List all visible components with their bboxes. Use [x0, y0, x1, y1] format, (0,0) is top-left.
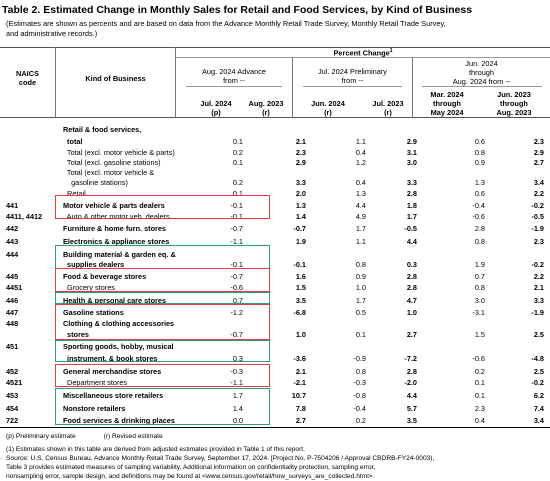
col-header-3-line-2: (r) [324, 108, 332, 117]
naics-code: 442 [6, 224, 19, 233]
value-cell: 2.0 [295, 189, 306, 198]
value-cell: 1.2 [355, 158, 366, 167]
value-cell: -0.1 [230, 260, 243, 269]
value-cell: -0.7 [230, 224, 243, 233]
table-row [0, 415, 550, 427]
value-cell: -2.1 [293, 378, 306, 387]
value-cell: 1.1 [355, 237, 366, 246]
group-jun-line-3: Aug. 2024 from -- [452, 77, 511, 86]
kind-of-business: Building material & garden eq. & [63, 250, 176, 259]
kind-of-business: Grocery stores [63, 283, 115, 292]
value-cell: 6.2 [533, 391, 544, 400]
naics-code: 454 [6, 404, 19, 413]
value-cell: 1.9 [474, 260, 485, 269]
table-header [0, 47, 550, 118]
value-cell: 2.9 [406, 137, 417, 146]
value-cell: -4.8 [531, 354, 544, 363]
legend-line [6, 433, 163, 440]
table-row [0, 341, 550, 353]
value-cell: 2.3 [533, 137, 544, 146]
col-header-5-line-3: May 2024 [430, 108, 464, 117]
value-cell: 2.2 [533, 272, 544, 281]
value-cell: 0.3 [406, 260, 417, 269]
value-cell: 0.1 [232, 189, 243, 198]
col-header-5-line-1: Mar. 2024 [430, 90, 464, 99]
col-header-2-line-1: Aug. 2023 [248, 99, 284, 108]
value-cell: 7.8 [295, 404, 306, 413]
value-cell: -0.7 [230, 330, 243, 339]
value-cell: 0.2 [232, 178, 243, 187]
value-cell: 4.9 [355, 212, 366, 221]
naics-code: 445 [6, 272, 19, 281]
value-cell: 3.3 [295, 178, 306, 187]
value-cell: 3.3 [406, 178, 417, 187]
value-cell: 3.1 [406, 148, 417, 157]
value-cell: 2.3 [533, 237, 544, 246]
table-subtitle-line-2: and administrative records.) [6, 29, 98, 38]
col-header-3-line-1: Jun. 2024 [311, 99, 345, 108]
value-cell: 2.9 [295, 158, 306, 167]
value-cell: -0.6 [472, 354, 485, 363]
col-header-1-line-1: Jul. 2024 [200, 99, 232, 108]
naics-header-line-2: code [18, 78, 37, 87]
col-header-6-line-1: Jun. 2023 [497, 90, 531, 99]
value-cell: 4.7 [406, 296, 417, 305]
table-row [0, 223, 550, 235]
value-cell: 10.7 [291, 391, 306, 400]
naics-code: 451 [6, 342, 19, 351]
value-cell: 2.9 [533, 148, 544, 157]
kind-of-business: Food services & drinking places [63, 416, 175, 425]
value-cell: 1.3 [474, 178, 485, 187]
value-cell: -6.8 [293, 308, 306, 317]
naics-code: 453 [6, 391, 19, 400]
table-row [0, 188, 550, 200]
kind-of-business: Retail & food services, [63, 125, 142, 134]
group-jul-line-2: from -- [341, 76, 364, 85]
value-cell: 2.1 [533, 283, 544, 292]
value-cell: 0.7 [474, 272, 485, 281]
value-cell: -1.1 [230, 237, 243, 246]
kind-of-business: Motor vehicle & parts dealers [63, 201, 165, 210]
kind-of-business: Department stores [63, 378, 128, 387]
kind-of-business: Electronics & appliance stores [63, 237, 170, 246]
percent-change-header: Percent Change$^1$ [333, 48, 393, 58]
legend-revised: (r) Revised estimate [103, 433, 163, 440]
value-cell: 3.4 [533, 416, 544, 425]
kind-of-business: Health & personal care stores [63, 296, 167, 305]
naics-code: 722 [6, 416, 19, 425]
kind-of-business: Auto & other motor veh. dealers [63, 212, 170, 221]
value-cell: 0.8 [355, 260, 366, 269]
value-cell: 4.4 [355, 201, 366, 210]
value-cell: -0.2 [531, 201, 544, 210]
value-cell: 0.1 [474, 378, 485, 387]
kind-of-business: Sporting goods, hobby, musical [63, 342, 174, 351]
naics-code: 4411, 4412 [6, 212, 43, 221]
value-cell: 1.0 [355, 283, 366, 292]
naics-code: 444 [6, 250, 19, 259]
value-cell: -7.2 [404, 354, 417, 363]
value-cell: 2.5 [533, 330, 544, 339]
value-cell: 0.1 [232, 137, 243, 146]
value-cell: 3.5 [406, 416, 417, 425]
value-cell: 1.6 [295, 272, 306, 281]
value-cell: 0.6 [474, 189, 485, 198]
col-header-1-line-2: (p) [211, 108, 221, 117]
value-cell: 0.8 [474, 237, 485, 246]
value-cell: -1.9 [531, 308, 544, 317]
value-cell: 0.1 [232, 158, 243, 167]
kind-of-business: Food & beverage stores [63, 272, 147, 281]
value-cell: 0.8 [355, 367, 366, 376]
value-cell: -1.2 [230, 308, 243, 317]
value-cell: -1.1 [230, 378, 243, 387]
value-cell: 1.0 [406, 308, 417, 317]
value-cell: 0.4 [355, 148, 366, 157]
value-cell: -0.4 [353, 404, 366, 413]
value-cell: -0.1 [293, 260, 306, 269]
kind-of-business: stores [63, 330, 89, 339]
table-row [0, 403, 550, 415]
kind-of-business: Total (excl. motor vehicle & parts) [63, 148, 175, 157]
value-cell: 1.8 [406, 201, 417, 210]
table-row [0, 377, 550, 389]
group-jun-line-2: through [468, 68, 495, 77]
value-cell: -0.9 [353, 354, 366, 363]
kind-of-business: General merchandise stores [63, 367, 162, 376]
value-cell: 1.3 [295, 201, 306, 210]
value-cell: 2.3 [474, 404, 485, 413]
value-cell: -0.5 [404, 224, 417, 233]
value-cell: 0.9 [474, 158, 485, 167]
value-cell: 1.4 [295, 212, 306, 221]
value-cell: -0.4 [472, 201, 485, 210]
kind-of-business: Clothing & clothing accessories [63, 319, 175, 328]
value-cell: 5.7 [406, 404, 417, 413]
table-row [0, 236, 550, 248]
value-cell: 2.8 [406, 189, 417, 198]
value-cell: 4.4 [406, 237, 417, 246]
value-cell: 1.7 [355, 296, 366, 305]
table-row [0, 353, 550, 365]
value-cell: 0.5 [355, 308, 366, 317]
value-cell: 1.9 [295, 237, 306, 246]
naics-code: 447 [6, 308, 19, 317]
value-cell: -3.1 [472, 308, 485, 317]
table-row [0, 295, 550, 307]
value-cell: 0.7 [232, 296, 243, 305]
naics-code: 443 [6, 237, 19, 246]
value-cell: 3.3 [533, 296, 544, 305]
value-cell: 3.0 [406, 158, 417, 167]
value-cell: 2.7 [406, 330, 417, 339]
value-cell: 0.8 [474, 148, 485, 157]
naics-code: 4521 [6, 378, 23, 387]
table-row [0, 124, 550, 136]
source-line-3: nonsampling error, sample design, and definitions may be found at <www.census.gov/retail/how_surveys_are_collected.html>. [6, 473, 375, 480]
naics-code: 448 [6, 319, 19, 328]
value-cell: 0.4 [474, 416, 485, 425]
kind-of-business: Total (excl. motor vehicle & [63, 168, 155, 177]
kind-of-business: Nonstore retailers [63, 404, 126, 413]
value-cell: 0.1 [474, 391, 485, 400]
legend-preliminary: (p) Preliminary estimate [6, 433, 76, 440]
group-aug-line-2: from -- [223, 76, 245, 85]
value-cell: -1.9 [531, 224, 544, 233]
kind-of-business: Retail [63, 189, 86, 198]
source-line: Source: U.S. Census Bureau, Advance Monthly Retail Trade Survey, September 17, 2024. [Project No. P-7504206 / Approval CBDRB-FY24-0003), [6, 455, 435, 462]
value-cell: 1.4 [232, 404, 243, 413]
value-cell: 1.7 [232, 391, 243, 400]
value-cell: 1.3 [355, 189, 366, 198]
naics-code: 446 [6, 296, 19, 305]
value-cell: 3.0 [474, 296, 485, 305]
naics-code: 452 [6, 367, 19, 376]
kind-header: Kind of Business [85, 74, 146, 83]
naics-code: 441 [6, 201, 19, 210]
col-header-2-line-2: (r) [262, 108, 270, 117]
value-cell: 1.0 [295, 330, 306, 339]
value-cell: 2.5 [533, 367, 544, 376]
table-row [0, 390, 550, 402]
col-header-5-line-2: through [433, 99, 461, 108]
value-cell: 2.1 [295, 367, 306, 376]
value-cell: -0.7 [293, 224, 306, 233]
kind-of-business: Total (excl. gasoline stations) [63, 158, 161, 167]
value-cell: 2.7 [295, 416, 306, 425]
group-jun-line-1: Jun. 2024 [465, 59, 498, 68]
source-line-2: Table 3 provides estimated measures of sampling variability. Additional information on confidentiality protection, sampling error, [6, 464, 376, 471]
value-cell: 2.8 [406, 272, 417, 281]
value-cell: 3.5 [295, 296, 306, 305]
table-row [0, 282, 550, 294]
value-cell: 0.2 [355, 416, 366, 425]
kind-of-business: total [63, 137, 83, 146]
value-cell: 0.6 [474, 137, 485, 146]
value-cell: -0.6 [472, 212, 485, 221]
value-cell: 0.1 [355, 330, 366, 339]
value-cell: -0.1 [230, 212, 243, 221]
value-cell: 1.1 [355, 137, 366, 146]
kind-of-business: instrument, & book stores [63, 354, 158, 363]
value-cell: 0.4 [355, 178, 366, 187]
value-cell: -0.7 [230, 272, 243, 281]
value-cell: -0.5 [531, 212, 544, 221]
value-cell: 0.9 [355, 272, 366, 281]
value-cell: -2.0 [404, 378, 417, 387]
value-cell: 2.7 [533, 158, 544, 167]
table-subtitle-line-1: (Estimates are shown as percents and are based on data from the Advance Monthly Retail Trade Survey, Monthly Retail Trade Survey, [6, 19, 446, 28]
kind-of-business: Gasoline stations [63, 308, 124, 317]
value-cell: 1.5 [295, 283, 306, 292]
value-cell: 0.2 [232, 148, 243, 157]
group-jul-line-1: Jul. 2024 Preliminary [317, 67, 387, 76]
value-cell: 0.0 [232, 416, 243, 425]
value-cell: 2.3 [295, 148, 306, 157]
value-cell: 0.2 [474, 367, 485, 376]
value-cell: -0.3 [353, 378, 366, 387]
group-aug-line-1: Aug. 2024 Advance [201, 67, 267, 76]
value-cell: -0.1 [230, 201, 243, 210]
value-cell: 3.4 [533, 178, 544, 187]
value-cell: 1.7 [406, 212, 417, 221]
value-cell: 2.8 [406, 367, 417, 376]
value-cell: 2.8 [474, 224, 485, 233]
value-cell: -0.2 [531, 260, 544, 269]
kind-of-business: supplies dealers [63, 260, 125, 269]
table-row [0, 259, 550, 271]
value-cell: 2.1 [295, 137, 306, 146]
value-cell: 7.4 [533, 404, 544, 413]
value-cell: 0.8 [474, 283, 485, 292]
col-header-4-line-1: Jul. 2023 [372, 99, 404, 108]
kind-of-business: Miscellaneous store retailers [63, 391, 164, 400]
value-cell: -0.2 [531, 378, 544, 387]
table-row [0, 211, 550, 223]
value-cell: 2.8 [406, 283, 417, 292]
value-cell: -0.8 [353, 391, 366, 400]
table-title: Table 2. Estimated Change in Monthly Sales for Retail and Food Services, by Kind of Business [2, 4, 473, 16]
value-cell: 2.2 [533, 189, 544, 198]
kind-of-business: gasoline stations) [63, 178, 128, 187]
footnote-1: (1) Estimates shown in this table are derived from adjusted estimates provided in Table 1 of this report. [6, 446, 305, 453]
value-cell: -0.3 [230, 367, 243, 376]
naics-header-line-1: NAICS [16, 69, 39, 78]
value-cell: 1.5 [474, 330, 485, 339]
col-header-6-line-2: through [500, 99, 528, 108]
table-row [0, 329, 550, 341]
value-cell: 4.4 [406, 391, 417, 400]
col-header-6-line-3: Aug. 2023 [496, 108, 532, 117]
value-cell: -0.6 [230, 283, 243, 292]
value-cell: 0.3 [232, 354, 243, 363]
kind-of-business: Furniture & home furn. stores [63, 224, 166, 233]
naics-code: 4451 [6, 283, 23, 292]
value-cell: 1.7 [355, 224, 366, 233]
value-cell: -3.6 [293, 354, 306, 363]
col-header-4-line-2: (r) [384, 108, 392, 117]
